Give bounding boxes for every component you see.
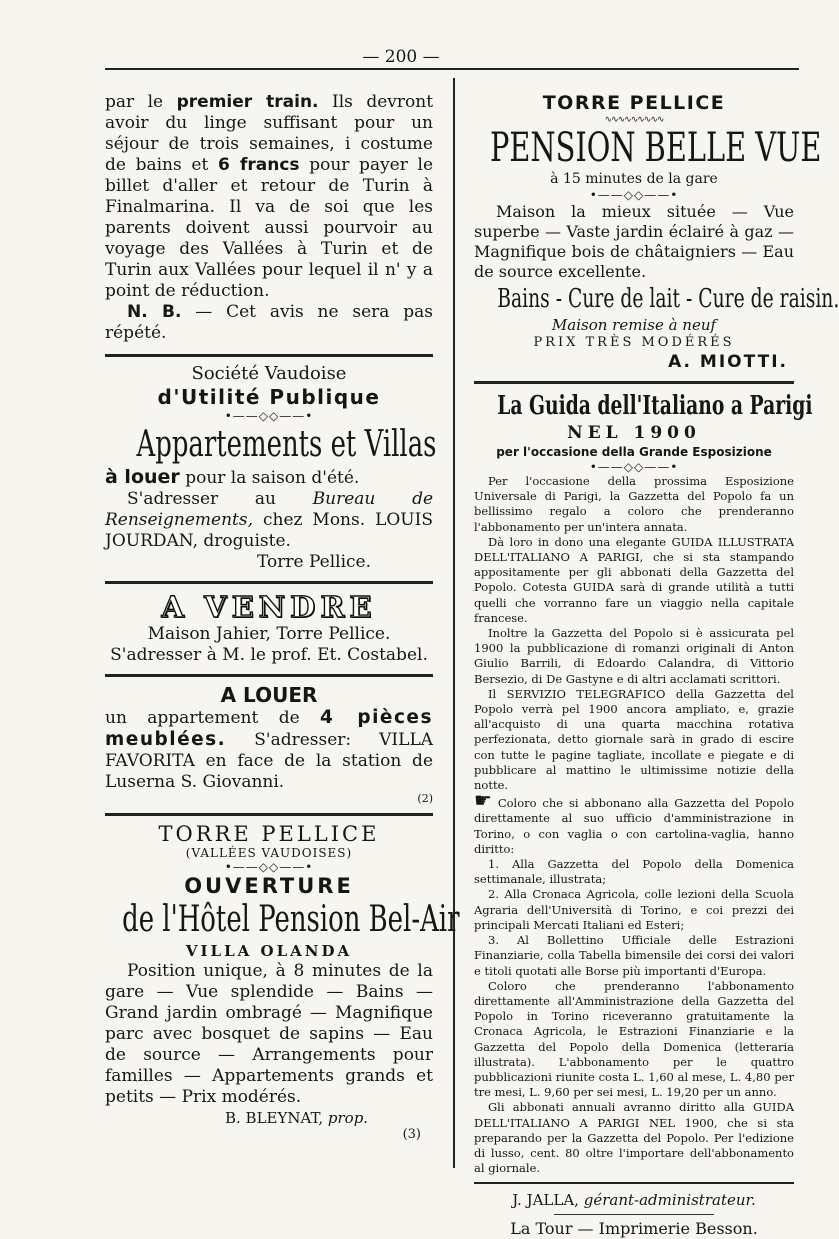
bellevue-owner: A. MIOTTI. (668, 352, 788, 372)
footer-name: J. JALLA, (512, 1191, 579, 1210)
bellevue-cures-wrap (474, 282, 839, 316)
pointing-hand-icon: ☛ (474, 788, 492, 813)
societe-line1: Société Vaudoise (191, 363, 347, 384)
divider (105, 354, 433, 357)
footer-printer: La Tour — Imprimerie Besson. (510, 1219, 758, 1239)
divider (474, 381, 794, 384)
column-rule (453, 78, 455, 1168)
header-rule (105, 68, 799, 70)
nb-text: — Cet avis ne sera pas répété. (105, 302, 433, 343)
belair-owner-name: B. BLEYNAT, (225, 1109, 324, 1127)
societe-line2: d'Utilité Publique (157, 385, 381, 409)
vendre-line2: S'adresser à M. le prof. Et. Costabel. (110, 645, 428, 665)
ad-guida-italiano (474, 390, 813, 1176)
ad-a-vendre (105, 590, 433, 666)
intro-text-a: par le (105, 92, 164, 112)
belair-valleys: (VALLÉES VAUDOISES) (185, 846, 353, 860)
divider (474, 1182, 794, 1184)
belair-ouverture: OUVERTURE (184, 874, 354, 898)
intro-notice (105, 92, 433, 344)
guida-p5-text: Coloro che si abbonano alla Gazzetta del Popolo direttamente al suo ufficio d'amministrazione in Torino, o con vaglia o con cartolina-vaglia, hanno diritto: (474, 796, 794, 856)
societe-contact (105, 489, 433, 552)
louer-body-c: S'adresser: VILLA FAVORITA en face de la station de Luserna S. Giovanni. (105, 730, 434, 792)
louer-title: A LOUER (220, 683, 318, 707)
louer-pieces: 4 pièces meublées. (105, 707, 433, 750)
right-column (474, 92, 839, 1239)
guida-headline-wrap (474, 390, 813, 422)
belair-owner (105, 1108, 433, 1128)
ad-societe-vaudoise (105, 363, 437, 573)
belair-place: TORRE PELLICE (158, 822, 380, 846)
ad-hotel-bel-air (105, 822, 460, 1142)
belair-owner-suffix: prop. (327, 1109, 369, 1127)
louer-body (105, 707, 433, 793)
bellevue-headline-wrap (474, 125, 822, 171)
guida-p7: Gli abbonati annuali avranno diritto alla GUIDA DELL'ITALIANO A PARIGI NEL 1900, che si sta preparando per la Gazzetta del Popolo. Per l'edizione di lusso, cent. 80 oltre l'importare dell'abbonamento al giornale. (474, 1100, 794, 1176)
belair-headline: de l'Hôtel Pension Bel-Air (122, 899, 460, 940)
societe-body (105, 467, 433, 552)
guida-p1: Per l'occasione della prossima Esposizione Universale di Parigi, la Gazzetta del Popolo fa un bellissimo regalo a coloro che prenderanno l'abbonamento per un'intera annata. (474, 474, 794, 534)
bellevue-prix: PRIX TRÈS MODÉRÉS (533, 335, 735, 350)
belair-body: Position unique, à 8 minutes de la gare — Vue splendide — Bains — Grand jardin ombragé — Magnifique parc avec bosquet de sapins — Eau de source — Arrangements pour familles — Appartements grands et petits — Prix modérés. (105, 961, 433, 1107)
intro-nb (105, 302, 433, 344)
vendre-line1: Maison Jahier, Torre Pellice. (147, 624, 391, 644)
louer-body-a: un appartement de (105, 708, 300, 728)
ornament: •——◇◇——• (589, 460, 679, 474)
intro-emph-train: premier train. (176, 92, 319, 112)
divider (105, 813, 433, 816)
belair-ref: (3) (402, 1127, 421, 1142)
louer-emph: à louer (105, 466, 180, 488)
intro-text-c: Ils devront avoir du linge suffisant pour un séjour de trois semaines, i costume de bains et (105, 92, 434, 175)
guida-p5 (474, 788, 794, 857)
divider (105, 581, 433, 584)
guida-item1: 1. Alla Gazzetta del Popolo della Domenica settimanale, illustrata; (474, 857, 794, 887)
ornament: •——◇◇——• (589, 188, 679, 202)
bellevue-cures: Bains - Cure de lait - Cure de raisin. (497, 284, 839, 314)
ornament: •——◇◇——• (224, 860, 314, 874)
divider (105, 674, 433, 677)
footer-gerant (474, 1190, 794, 1210)
bellevue-place: TORRE PELLICE (542, 92, 726, 114)
contact-c: chez Mons. LOUIS JOURDAN, droguiste. (105, 510, 433, 551)
bellevue-remise: Maison remise à neuf (551, 316, 717, 334)
contact-a: S'adresser au (127, 489, 276, 509)
guida-sub: per l'occasione della Grande Esposizione (496, 445, 772, 459)
belair-headline-wrap (105, 899, 460, 941)
guida-item3: 3. Al Bollettino Ufficiale delle Estrazioni Finanziarie, colla Tabella bimensile dei corsi dei valori e titoli quotati alle Borse più importanti d'Europa. (474, 933, 794, 978)
bellevue-distance: à 15 minutes de la gare (550, 171, 718, 187)
guida-year: NEL 1900 (567, 423, 701, 443)
guida-item2: 2. Alla Cronaca Agricola, colle lezioni della Scuola Agraria dell'Università di Torino, e coi prezzi dei principali Mercati Italiani ed Esteri; (474, 887, 794, 932)
louer-ref: (2) (417, 792, 433, 805)
squiggle: ∿∿∿∿∿∿∿∿∿ (604, 115, 664, 125)
bellevue-headline: PENSION BELLE VUE (490, 125, 822, 171)
bellevue-body: Maison la mieux située — Vue superbe — Vaste jardin éclairé à gaz — Magnifique bois de châtaigniers — Eau de source excellente. (474, 202, 794, 281)
louer-rest: pour la saison d'été. (185, 468, 360, 488)
headline-wrap (105, 423, 437, 467)
ad-pension-belle-vue (474, 92, 839, 373)
footer-role: gérant-administrateur. (583, 1191, 756, 1210)
guida-p4: Il SERVIZIO TELEGRAFICO della Gazzetta del Popolo verrà pel 1900 ancora ampliato, e, grazie all'acquisto di una quarta macchina rotativa perfezionata, detto giornale sarà in grado di escire con tutte le pagine tagliate, incollate e piegate e di pubblicare al mattino le ultimissime notizie della notte. (474, 686, 794, 793)
ad-a-louer (105, 683, 433, 805)
intro-text-e: pour payer le billet d'aller et retour de Turin à Finalmarina. Il va de soi que les parents doivent aussi pourvoir au voyage des Vallées à Turin et de Turin aux Vallées pour lequel il n' y a point de réduction. (105, 155, 434, 301)
footer-rule (554, 1214, 714, 1215)
headline-appartements: Appartements et Villas (136, 424, 437, 465)
guida-p3: Inoltre la Gazzetta del Popolo si è assicurata pel 1900 la pubblicazione di romanzi originali di Anton Giulio Barrili, di Edoardo Calandra, di Vittorio Bersezio, di De Gastyne e di altri acclamati scrittori. (474, 626, 794, 686)
page-number: — 200 — (362, 47, 440, 67)
guida-p6: Coloro che prenderanno l'abbonamento direttamente all'Amministrazione della Gazzetta del Popolo in Torino riceveranno gratuitamente la Cronaca Agricola, le Estrazioni Finanziarie e la Gazzetta del Popolo della Domenica (letteraria illustrata). L'abbonamento per le quattro pubblicazioni riunite costa L. 1,60 al mese, L. 4,80 per tre mesi, L. 9,60 per sei mesi, L. 19,20 per un anno. (474, 978, 794, 1100)
guida-headline: La Guida dell'Italiano a Parigi (497, 391, 813, 421)
belair-villa: VILLA OLANDA (185, 942, 353, 960)
contact-bureau: Bureau de Renseignements, (105, 489, 434, 530)
left-column (105, 92, 460, 1142)
intro-emph-francs: 6 francs (217, 155, 300, 175)
nb-label: N. B. (127, 302, 182, 322)
ornament: •——◇◇——• (224, 409, 314, 423)
vendre-title: A VENDRE (161, 590, 377, 624)
societe-place: Torre Pellice. (256, 552, 371, 572)
guida-p2: Dà loro in dono una elegante GUIDA ILLUSTRATA DELL'ITALIANO A PARIGI, che si sta stampando appositamente per gli abbonati della Gazzetta del Popolo. Cotesta GUIDA sarà di grande utilità a tutti quelli che vorranno fare un viaggio nella capitale francese. (474, 534, 794, 625)
